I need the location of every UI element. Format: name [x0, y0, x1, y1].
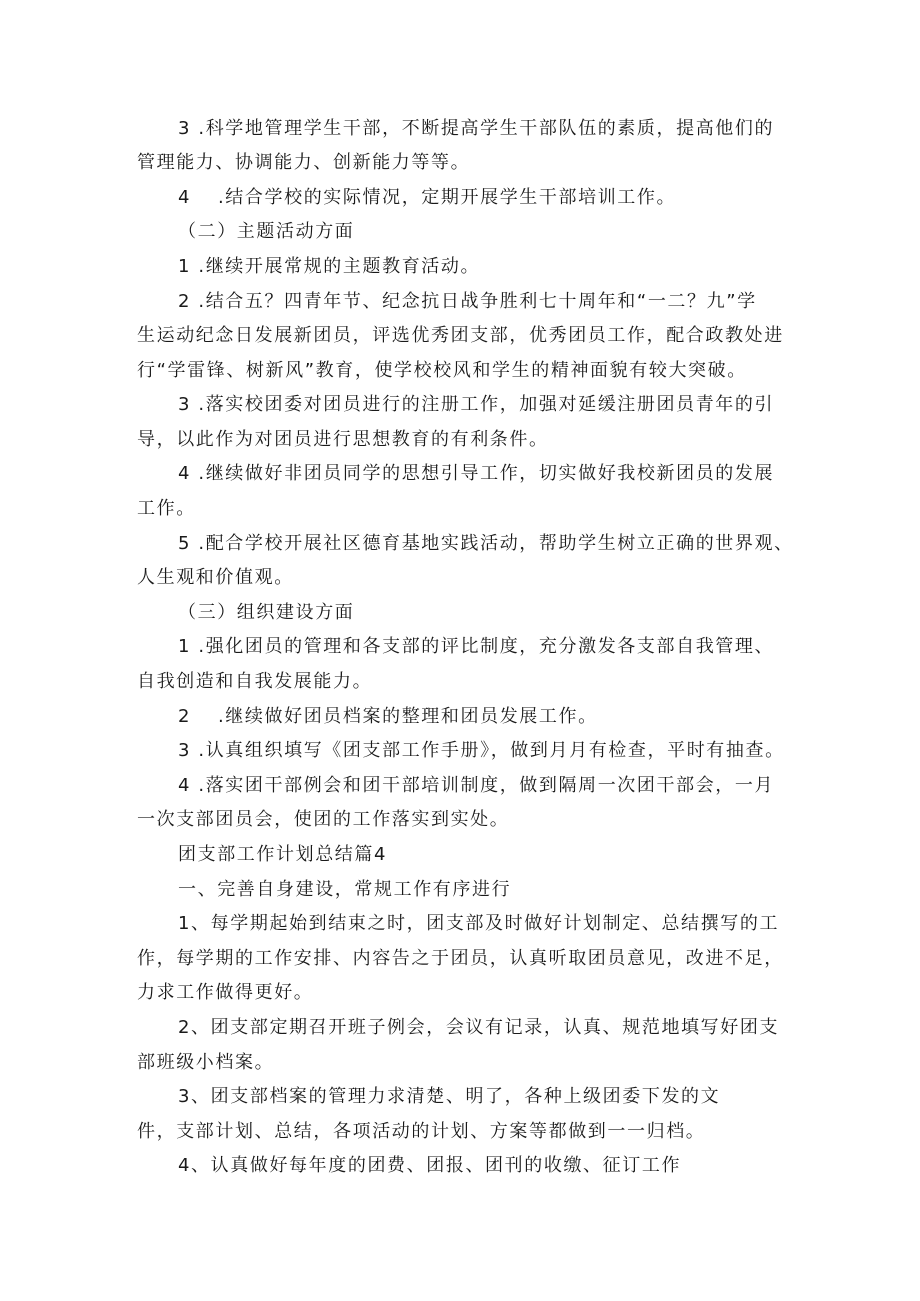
text-line: 5 .配合学校开展社区德育基地实践活动，帮助学生树立正确的世界观、: [178, 533, 794, 554]
text-line: 作，每学期的工作安排、内容告之于团员，认真听取团员意见，改进不足，: [137, 948, 784, 969]
text-line: 4 .继续做好非团员同学的思想引导工作，切实做好我校新团员的发展: [178, 463, 775, 484]
text-line: 工作。: [137, 498, 196, 519]
text-line: 2、团支部定期召开班子例会，会议有记录，认真、规范地填写好团支: [178, 1017, 780, 1038]
text-line: 1、每学期起始到结束之时，团支部及时做好计划制定、总结撰写的工: [178, 913, 780, 934]
text-line: 3 .认真组织填写《团支部工作手册》，做到月月有检查，平时有抽查。: [178, 740, 785, 761]
section-heading: （二）主题活动方面: [178, 221, 355, 242]
section-heading: （三）组织建设方面: [178, 602, 355, 623]
text-line: 2 .继续做好团员档案的整理和团员发展工作。: [178, 706, 598, 727]
text-line: 自我创造和自我发展能力。: [137, 671, 373, 692]
text-line: 3 .科学地管理学生干部，不断提高学生干部队伍的素质，提高他们的: [178, 118, 775, 139]
text-line: 人生观和价值观。: [137, 567, 294, 588]
text-line: 件，支部计划、总结，各项活动的计划、方案等都做到一一归档。: [137, 1121, 706, 1142]
text-line: 行“学雷锋、树新风”教育，使学校校风和学生的精神面貌有较大突破。: [137, 360, 747, 381]
article-title: 团支部工作计划总结篇4: [178, 844, 388, 865]
text-line: 3 .落实校团委对团员进行的注册工作，加强对延缓注册团员青年的引: [178, 394, 775, 415]
text-line: 4 .结合学校的实际情况，定期开展学生干部培训工作。: [178, 187, 677, 208]
text-line: 管理能力、协调能力、创新能力等等。: [137, 152, 471, 173]
text-line: 3、团支部档案的管理力求清楚、明了，各种上级团委下发的文: [178, 1086, 721, 1107]
text-line: 生运动纪念日发展新团员，评选优秀团支部，优秀团员工作，配合政教处进: [137, 325, 784, 346]
text-line: 部班级小档案。: [137, 1052, 275, 1073]
text-line: 4 .落实团干部例会和团干部培训制度，做到隔周一次团干部会，一月: [178, 775, 775, 796]
text-line: 力求工作做得更好。: [137, 982, 314, 1003]
text-line: 2 .结合五？四青年节、纪念抗日战争胜利七十周年和“一二？九”学: [178, 291, 757, 312]
text-line: 1 .强化团员的管理和各支部的评比制度，充分激发各支部自我管理、: [178, 636, 775, 657]
text-line: 导，以此作为对团员进行思想教育的有利条件。: [137, 429, 549, 450]
text-line: 4、认真做好每年度的团费、团报、团刊的收缴、征订工作: [178, 1155, 682, 1176]
section-heading: 一、完善自身建设，常规工作有序进行: [178, 879, 512, 900]
text-line: 一次支部团员会，使团的工作落实到实处。: [137, 809, 510, 830]
text-line: 1 .继续开展常规的主题教育活动。: [178, 256, 481, 277]
